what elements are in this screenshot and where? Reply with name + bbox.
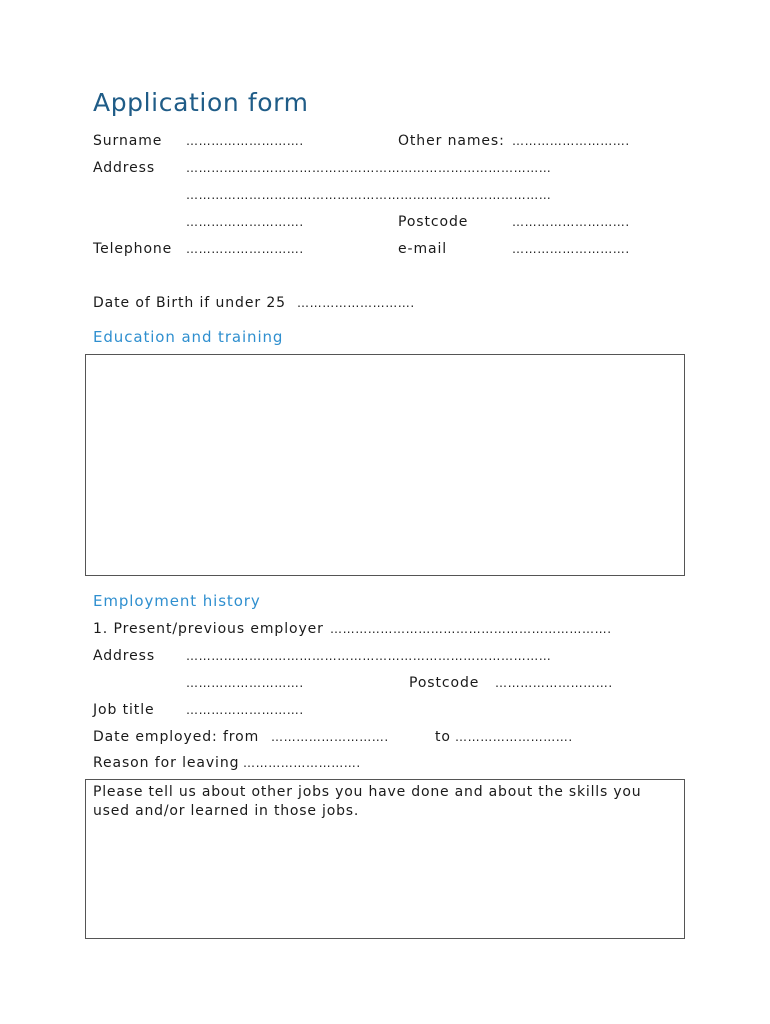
- postcode-field[interactable]: ……………………….: [512, 215, 630, 229]
- employer-field[interactable]: ………………………………………………………….: [330, 622, 612, 636]
- address-label: Address: [93, 160, 156, 176]
- postcode-label: Postcode: [398, 214, 469, 230]
- job-title-field[interactable]: ……………………….: [186, 703, 304, 717]
- address-line-3[interactable]: ……………………….: [186, 215, 304, 229]
- employment-heading: Employment history: [93, 592, 261, 610]
- other-jobs-textbox[interactable]: [85, 779, 685, 939]
- other-names-label: Other names:: [398, 133, 505, 149]
- date-to-field[interactable]: ……………………….: [455, 730, 573, 744]
- telephone-field[interactable]: ……………………….: [186, 242, 304, 256]
- date-from-label: Date employed: from: [93, 729, 260, 745]
- reason-field[interactable]: ……………………….: [243, 756, 361, 770]
- date-from-field[interactable]: ……………………….: [271, 730, 389, 744]
- email-label: e-mail: [398, 241, 448, 257]
- education-heading: Education and training: [93, 328, 284, 346]
- employer-address-label: Address: [93, 648, 156, 664]
- email-field[interactable]: ……………………….: [512, 242, 630, 256]
- employer-label: 1. Present/previous employer: [93, 621, 324, 637]
- telephone-label: Telephone: [93, 241, 173, 257]
- other-jobs-prompt: Please tell us about other jobs you have done and about the skills you used and/or learned in those jobs.: [93, 784, 642, 819]
- education-textbox[interactable]: [85, 354, 685, 576]
- date-to-label: to: [435, 729, 451, 745]
- employer-postcode-field[interactable]: ……………………….: [495, 676, 613, 690]
- page-title: Application form: [93, 88, 309, 117]
- address-line-1[interactable]: ……………………………………………………………………………: [186, 161, 552, 175]
- employer-address-line-2[interactable]: ……………………….: [186, 676, 304, 690]
- surname-field[interactable]: ……………………….: [186, 134, 304, 148]
- dob-field[interactable]: ……………………….: [297, 296, 415, 310]
- other-names-field[interactable]: ……………………….: [512, 134, 630, 148]
- dob-label: Date of Birth if under 25: [93, 295, 286, 311]
- address-line-2[interactable]: ……………………………………………………………………………: [186, 188, 552, 202]
- job-title-label: Job title: [93, 702, 155, 718]
- employer-address-line-1[interactable]: ……………………………………………………………………………: [186, 649, 552, 663]
- reason-label: Reason for leaving: [93, 755, 240, 771]
- employer-postcode-label: Postcode: [409, 675, 480, 691]
- surname-label: Surname: [93, 133, 163, 149]
